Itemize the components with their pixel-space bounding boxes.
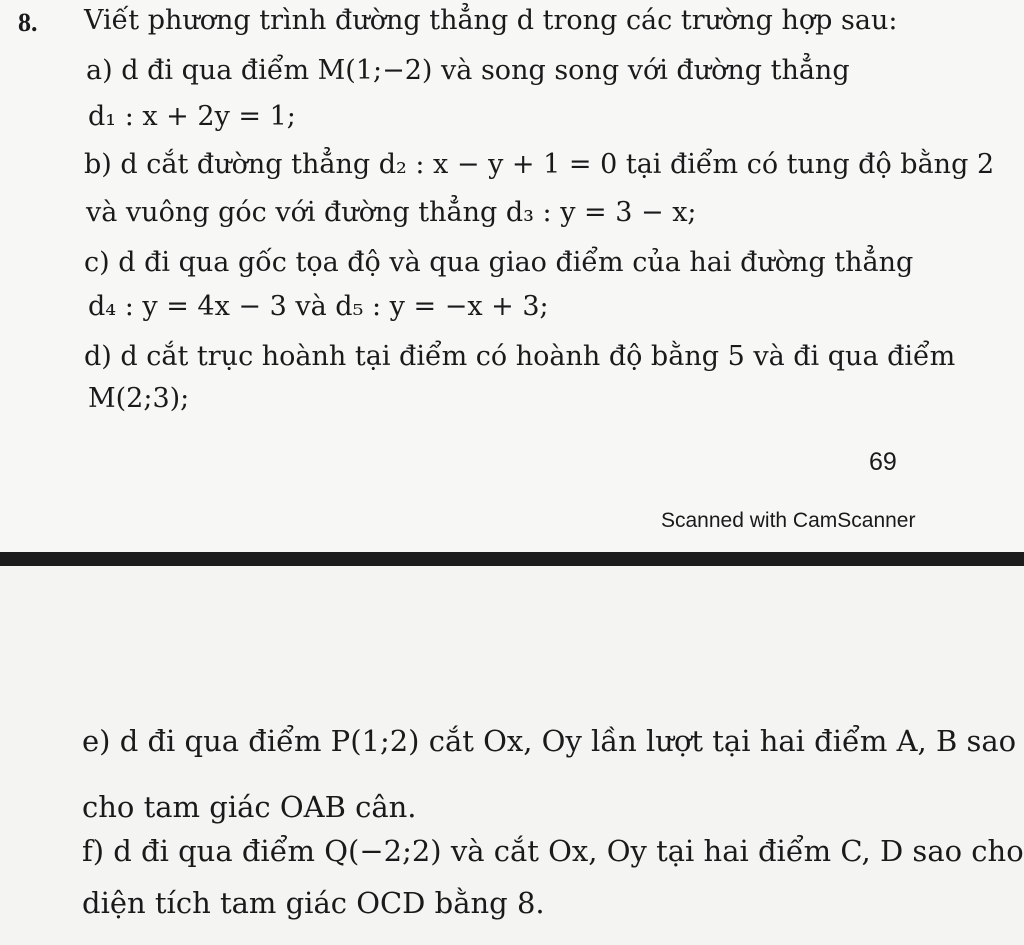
part-b-line-2: và vuông góc với đường thẳng d₃ : y = 3 − x;	[86, 197, 697, 228]
page-divider	[0, 552, 1024, 566]
part-a-line-2: d₁ : x + 2y = 1;	[88, 101, 296, 132]
scanner-watermark: Scanned with CamScanner	[661, 509, 916, 532]
part-c-line-2: d₄ : y = 4x − 3 và d₅ : y = −x + 3;	[88, 291, 549, 322]
part-e-line-2: cho tam giác OAB cân.	[82, 790, 417, 824]
part-f-line-1: f) d đi qua điểm Q(−2;2) và cắt Ox, Oy tại hai điểm C, D sao cho	[82, 834, 1024, 868]
part-d-line-1: d) d cắt trục hoành tại điểm có hoành độ bằng 5 và đi qua điểm	[84, 341, 956, 372]
part-e-line-1: e) d đi qua điểm P(1;2) cắt Ox, Oy lần lượt tại hai điểm A, B sao	[82, 724, 1017, 758]
part-c-line-1: c) d đi qua gốc tọa độ và qua giao điểm của hai đường thẳng	[84, 247, 914, 278]
part-b-line-1: b) d cắt đường thẳng d₂ : x − y + 1 = 0 tại điểm có tung độ bằng 2	[84, 149, 995, 180]
page-bottom-photo	[0, 566, 1024, 945]
page-number: 69	[869, 448, 897, 476]
part-d-line-2: M(2;3);	[88, 383, 190, 414]
part-a-line-1: a) d đi qua điểm M(1;−2) và song song với đường thẳng	[86, 55, 850, 86]
exercise-title: Viết phương trình đường thẳng d trong các trường hợp sau:	[84, 5, 898, 36]
part-f-line-2: diện tích tam giác OCD bằng 8.	[82, 886, 545, 920]
exercise-number: 8.	[18, 8, 38, 37]
